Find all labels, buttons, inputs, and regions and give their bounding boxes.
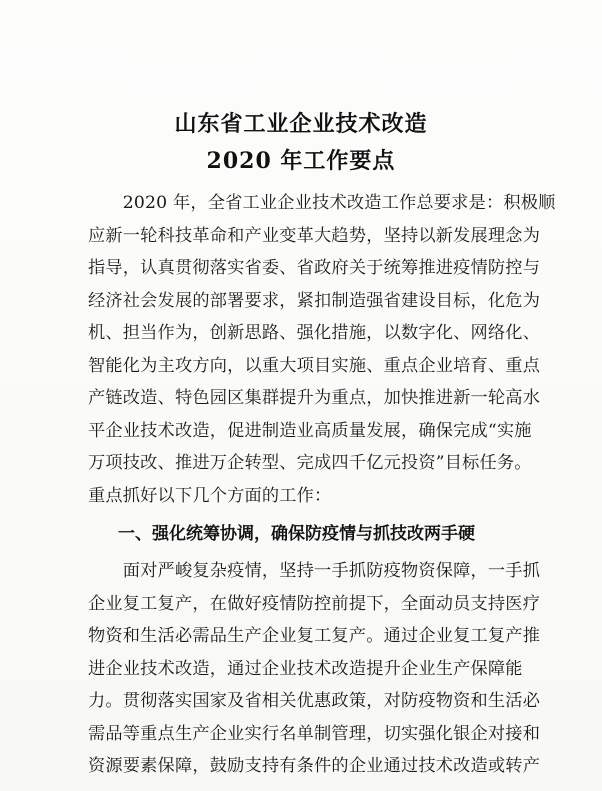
intro-line: 应新一轮科技革命和产业变革大趋势，坚持以新发展理念为 [88,225,541,246]
intro-line: 机、担当作为，创新思路、强化措施，以数字化、网络化、 [88,323,541,343]
intro-line: 平企业技术改造，促进制造业高质量发展，确保完成“实施 [88,420,532,441]
section-1-paragraph [88,555,541,783]
intro-line: 2020 年，全省工业企业技术改造工作总要求是：积极顺 [88,193,556,213]
section-1-line: 力。贯彻落实国家及省相关优惠政策，对防疫物资和生活必 [88,691,541,711]
section-1-line: 资源要素保障，鼓励支持有条件的企业通过技术改造或转产 [88,756,541,776]
section-1-heading: 一、强化统筹协调，确保防疫情与抓技改两手硬 [118,524,475,544]
document-title-line-1: 山东省工业企业技术改造 [174,111,428,137]
document-title-line-2: 2020 年工作要点 [206,148,396,174]
intro-line: 产链改造、特色园区集群提升为重点，加快推进新一轮高水 [88,388,541,408]
section-1-line: 物资和生活必需品生产企业复工复产。通过企业复工复产推 [88,626,541,646]
intro-line: 指导，认真贯彻落实省委、省政府关于统筹推进疫情防控与 [88,258,541,278]
intro-paragraph [88,187,556,512]
intro-line: 重点抓好以下几个方面的工作： [88,485,332,506]
section-1-line: 进企业技术改造，通过企业技术改造提升企业生产保障能 [88,658,523,679]
intro-line: 经济社会发展的部署要求，紧扣制造强省建设目标，化危为 [88,290,541,311]
section-1-line: 面对严峻复杂疫情，坚持一手抓防疫物资保障，一手抓 [88,561,541,581]
section-1-line: 企业复工复产，在做好疫情防控前提下，全面动员支持医疗 [88,593,541,614]
intro-line: 智能化为主攻方向，以重大项目实施、重点企业培育、重点 [88,355,541,376]
intro-line: 万项技改、推进万企转型、完成四千亿元投资”目标任务。 [88,453,532,473]
section-1-line: 需品等重点生产企业实行名单制管理，切实强化银企对接和 [88,723,541,744]
